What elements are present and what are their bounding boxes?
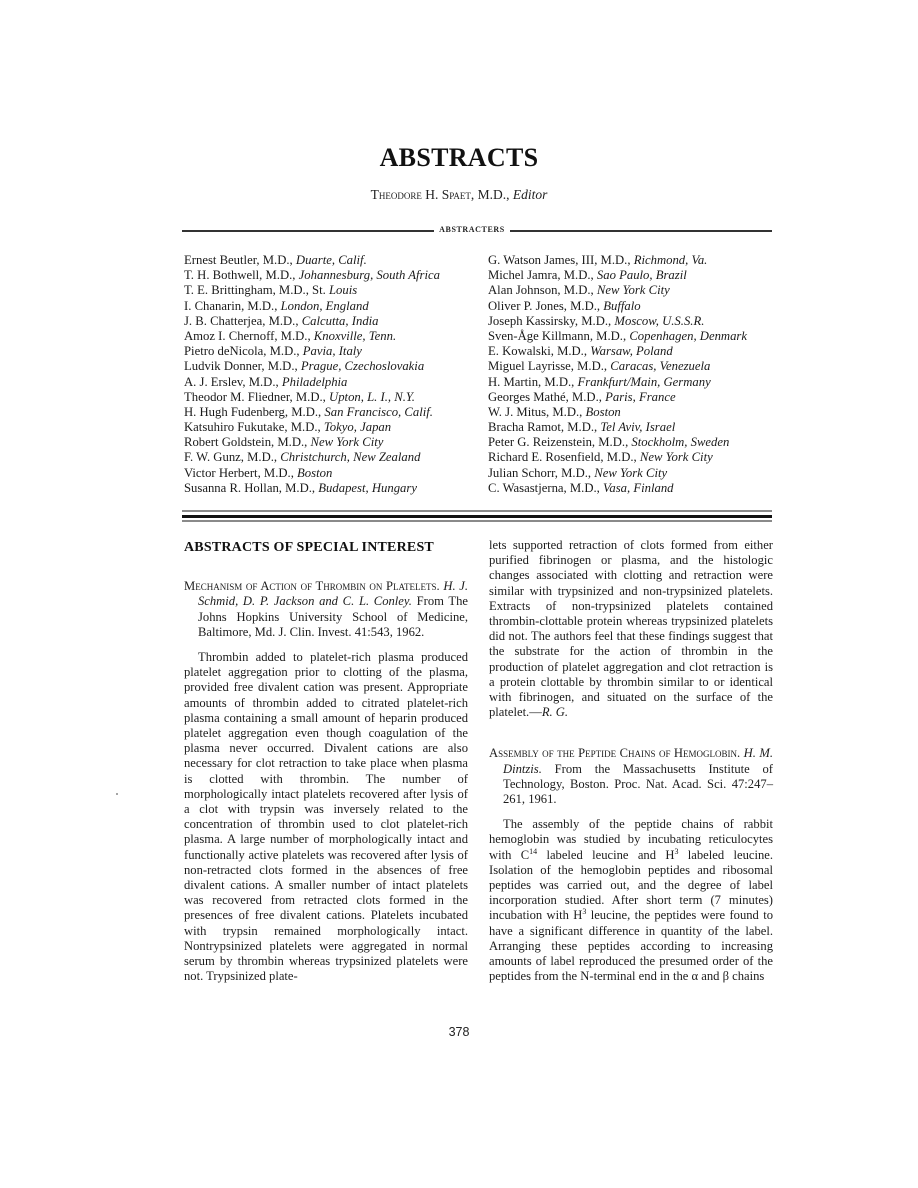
abstracter-name: Ernest Beutler, M.D., [184,253,296,267]
abstracter-location: Warsaw, Poland [590,344,673,359]
abstract-citation [184,579,468,640]
abstract-title: Mechanism of Action of Thrombin on Platelets. [184,579,440,594]
abstract-authors: H. J. Schmid, D. P. Jackson and C. L. Conley. [198,579,468,609]
abstracter-entry [488,253,747,268]
abstracter-location: Tel Aviv, Israel [600,420,676,435]
abstract-body [489,817,773,984]
abstracter-location: New York City [639,450,713,465]
abstracter-location: Duarte, Calif. [295,253,367,267]
abstract-body: Thrombin added to platelet-rich plasma produced platelet aggregation prior to clotting of the plasma, provided free divalent cation was present. Appropriate amounts of thrombin added to citrated platelet-rich plasma containing a small amount of heparin produced platelet aggregation even though coagulation of the plasma never occurred. Divalent cations are also necessary for clot retraction to take place when plasma is clotted with thrombin. The number of morphologically intact platelets recovered after lysis of a clot with trypsin was inversely related to the concentration of thrombin used to clot platelet-rich plasma. A large number of morphologically intact and functionally active platelets was recovered after lysis of non-retracted clots formed in the absences of free divalent cations. A smaller number of intact platelets was recovered from retracted clots formed in the presences of free divalent cations. Platelets incubated with trypsin remained morphologically intact. Nontrypsinized platelets were aggregated in normal serum by thrombin whereas trypsinized platelets were not. Trypsinized plate- [184,650,468,984]
superscript: 3 [582,907,587,917]
abstracter-name: F. W. Gunz, M.D., [184,450,281,465]
abstracter-name: Ludvik Donner, M.D., [184,359,301,374]
body-text: labeled leucine. Isolation of the hemoglobin peptides and ribosomal peptides was carried out, and the degree of label incorporation studied. After short term (7 minutes) incubation with H [489,847,773,923]
abstracter-name: I. Chanarin, M.D., [184,298,281,313]
abstracter-location: Moscow, U.S.S.R. [614,313,705,328]
abstracter-name: Victor Herbert, M.D., [184,465,298,480]
abstracter-entry [488,390,747,405]
body-text: labeled leucine and H [537,847,675,862]
abstracter-entry [488,329,747,344]
abstracter-entry [184,420,440,435]
abstracter-location: Vasa, Finland [603,480,674,495]
abstracter-location: Stockholm, Sweden [631,435,730,450]
abstract-source: From the Massachusetts Institute of Technology, Boston. Proc. Nat. Acad. Sci. 47:247–261, 1961. [503,761,773,807]
abstracter-name: E. Kowalski, M.D., [488,344,591,359]
abstracter-entry [488,299,747,314]
abstracter-name: T. H. Bothwell, M.D., [184,268,299,283]
abstract-signature: R. G. [541,705,569,720]
page-number: 378 [448,1025,470,1039]
abstracter-name: Bracha Ramot, M.D., [488,420,601,435]
abstracter-location: Calcutta, India [301,313,379,328]
abstracter-location: Richmond, Va. [633,253,708,267]
text-column-right [489,538,773,984]
abstracter-name: Peter G. Reizenstein, M.D., [488,435,632,450]
abstracter-name: Miguel Layrisse, M.D., [488,359,611,374]
abstracter-location: Philadelphia [281,374,348,389]
abstracter-name: W. J. Mitus, M.D., [488,404,586,419]
abstracter-name: Oliver P. Jones, M.D., [488,298,604,313]
abstract-authors: H. M. Dintzis. [503,746,773,776]
abstracter-name: T. E. Brittingham, M.D., St. [184,283,329,298]
abstract-citation [489,746,773,807]
abstracter-entry [488,359,747,374]
abstracter-name: Susanna R. Hollan, M.D., [184,480,319,495]
abstracters-divider [182,224,772,236]
abstracter-location: Copenhagen, Denmark [629,328,748,343]
abstracter-name: H. Hugh Fudenberg, M.D., [184,404,325,419]
body-text: The assembly of the peptide chains of rabbit hemoglobin was studied by incubating reticulocytes with C [489,817,773,862]
abstracter-location: Upton, L. I., N.Y. [329,389,415,404]
abstracter-name: Amoz I. Chernoff, M.D., [184,328,314,343]
abstracter-entry [184,344,440,359]
abstracters-list-left [184,253,440,496]
abstracter-location: Johannesburg, South Africa [298,268,440,283]
editor-role: Editor [512,187,548,202]
divider-thin-top [182,510,772,512]
abstracter-location: Sao Paulo, Brazil [596,268,687,283]
abstracter-entry [184,405,440,420]
abstracter-location: Boston [297,465,333,480]
abstracter-entry [184,283,440,298]
abstracter-location: Boston [585,404,621,419]
abstracter-location: Pavia, Italy [302,344,362,359]
abstracter-name: C. Wasastjerna, M.D., [488,480,604,495]
abstracter-entry [488,344,747,359]
text-column-left [184,538,468,984]
abstracter-entry [488,314,747,329]
abstracter-entry [488,375,747,390]
abstracter-location: Buffalo [603,298,641,313]
abstracter-name: Robert Goldstein, M.D., [184,435,311,450]
abstract-body-text: lets supported retraction of clots formed from either purified fibrinogen or plasma, and the histologic changes associated with clotting and retraction were similar with trypsinized and non-trypsinized platelets. Extracts of non-trypsinized platelets contained thrombin-clottable protein whereas trypsinized platelets did not. The authors feel that these findings suggest that the substrate for the action of thrombin in the production of platelet aggregation and clot retraction is a protein clottable by thrombin similar to or identical with fibrinogen, and situated on the surface of the platelet.— [489,538,773,720]
abstracter-entry [184,253,440,268]
editor-name: Theodore H. Spaet [370,187,471,202]
divider-thin-bottom [182,520,772,522]
section-divider [182,509,772,523]
editor-degree: , M.D., [470,187,513,202]
abstracter-entry [488,466,747,481]
abstracter-name: Theodor M. Fliedner, M.D., [184,389,330,404]
abstracter-location: New York City [594,465,668,480]
abstracter-entry [488,268,747,283]
abstracter-entry [184,329,440,344]
abstracter-location: Paris, France [605,389,676,404]
abstracter-name: H. Martin, M.D., [488,374,578,389]
abstracter-name: Julian Schorr, M.D., [488,465,595,480]
abstracter-name: Joseph Kassirsky, M.D., [488,313,615,328]
abstracter-entry [184,268,440,283]
abstracter-location: New York City [310,435,384,450]
abstracter-entry [488,481,747,496]
divider-line-left [182,230,434,232]
abstracter-name: Georges Mathé, M.D., [488,389,606,404]
abstracter-location: San Francisco, Calif. [324,404,433,419]
abstracter-name: Katsuhiro Fukutake, M.D., [184,420,324,435]
abstract-body-continued [489,538,773,720]
abstracter-entry [488,420,747,435]
abstracter-entry [184,359,440,374]
abstracter-location: Caracas, Venezuela [610,359,711,374]
abstracter-entry [184,466,440,481]
abstracter-entry [488,435,747,450]
abstracter-entry [184,450,440,465]
abstracter-name: J. B. Chatterjea, M.D., [184,313,302,328]
abstracter-name: G. Watson James, III, M.D., [488,253,634,267]
abstracter-name: Richard E. Rosenfield, M.D., [488,450,640,465]
abstracter-location: Prague, Czechoslovakia [300,359,425,374]
abstract-source: From The Johns Hopkins University School of Medicine, Baltimore, Md. J. Clin. Invest. 41:543, 1962. [198,594,468,639]
superscript: 14 [529,846,538,856]
abstracter-location: London, England [280,298,369,313]
abstracter-entry [184,390,440,405]
abstracter-entry [488,450,747,465]
section-heading: ABSTRACTS OF SPECIAL INTEREST [184,540,434,555]
abstracter-name: Sven-Åge Killmann, M.D., [488,328,630,343]
abstracter-entry [184,435,440,450]
abstract-title: Assembly of the Peptide Chains of Hemoglobin. [489,746,741,761]
abstracter-location: Christchurch, New Zealand [280,450,421,465]
divider-line-right [510,230,772,232]
abstracter-entry [184,314,440,329]
abstracter-location: Louis [328,283,358,298]
page-title: ABSTRACTS [379,143,539,172]
abstracter-entry [184,375,440,390]
abstracter-entry [184,299,440,314]
abstracter-name: Pietro deNicola, M.D., [184,344,303,359]
body-text: leucine, the peptides were found to have a significant difference in quantity of the label. Arranging these peptides according to increasing amounts of label reproduced the presumed order of the peptides from the N-terminal end in the α and β chains [489,908,773,984]
abstracter-entry [488,405,747,420]
abstracter-name: Michel Jamra, M.D., [488,268,597,283]
abstracter-location: Budapest, Hungary [318,480,417,495]
editor-credit [0,187,918,203]
abstracter-entry [488,283,747,298]
abstracter-location: Frankfurt/Main, Germany [577,374,711,389]
scan-speck [116,793,118,795]
abstracter-location: New York City [596,283,670,298]
divider-thick [182,515,772,518]
abstracter-location: Knoxville, Tenn. [313,328,397,343]
abstracter-entry [184,481,440,496]
abstracter-name: Alan Johnson, M.D., [488,283,597,298]
abstracters-list-right [488,253,747,496]
superscript: 3 [674,846,679,856]
abstracter-location: Tokyo, Japan [323,420,392,435]
abstracters-label: ABSTRACTERS [439,225,505,234]
abstracter-name: A. J. Erslev, M.D., [184,374,282,389]
